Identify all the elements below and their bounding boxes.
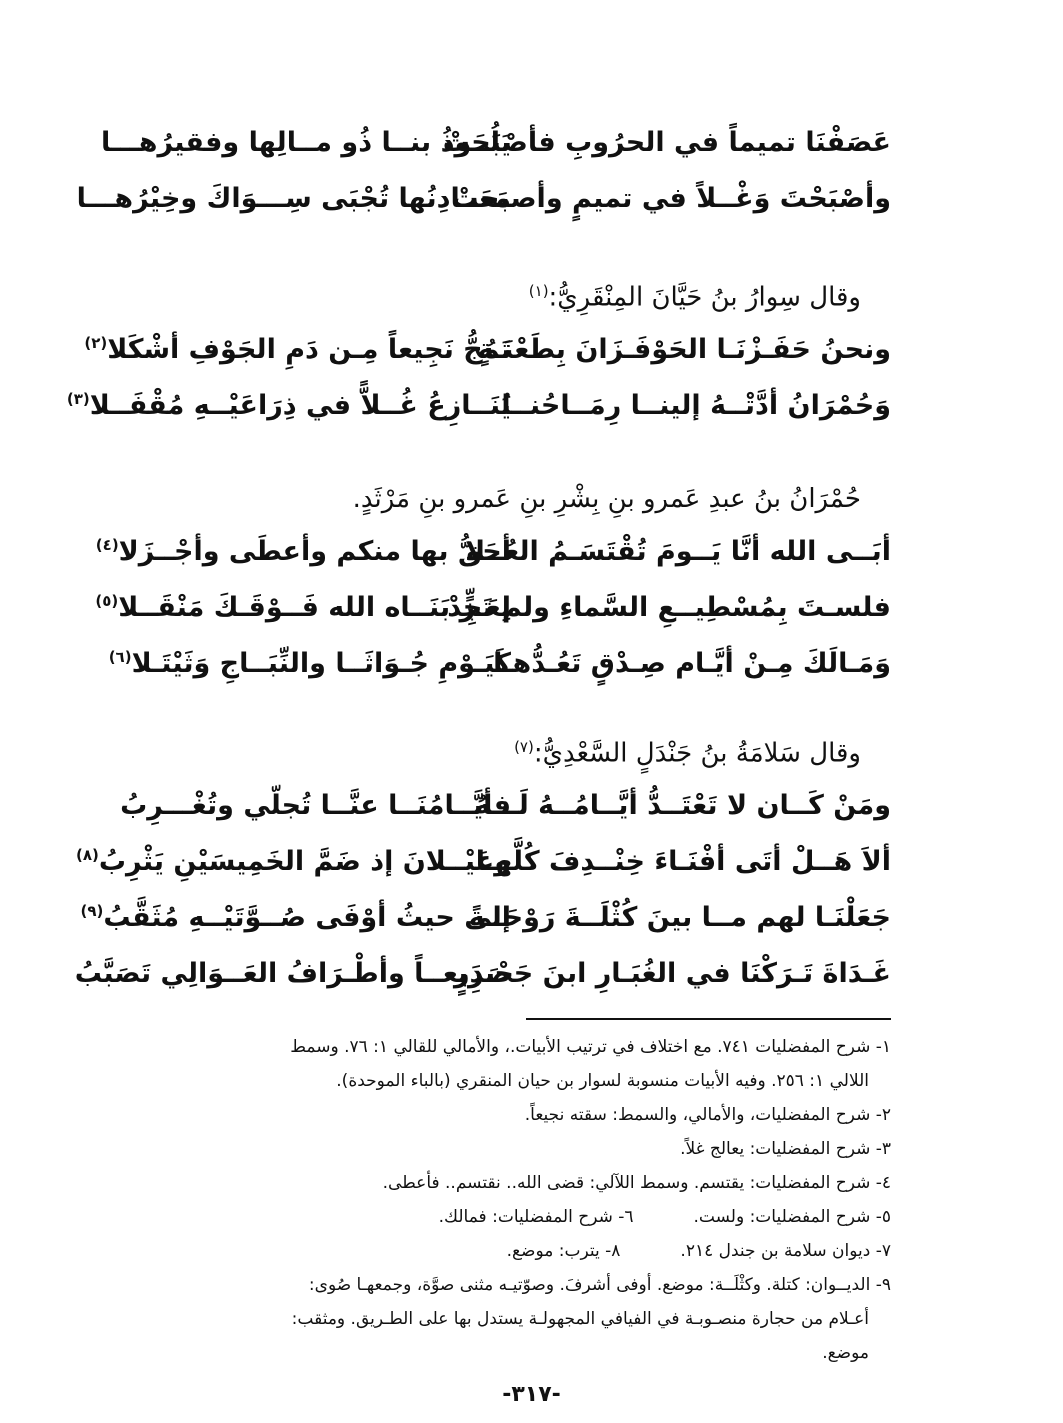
footnote-ref: (٣) xyxy=(66,390,90,408)
hemistich-first: غَـدَاةَ تَـرَكْنَا في الغُبَـارِ ابنَ جَحْـدَرٍ xyxy=(453,958,891,989)
footnote: ٥- شرح المفضليات: ولست. xyxy=(693,1207,891,1227)
hemistich-first: وأصْبَحْتَ وَغْــلاً في تميمٍ وأصبحتْ xyxy=(451,183,891,214)
poem-section-4 xyxy=(74,738,891,1014)
hemistich-second xyxy=(95,536,511,567)
footnote: ٢- شرح المفضليات، والأمالي، والسمط: سقته نجيعاً. xyxy=(524,1105,891,1125)
hemistich-first: ومَنْ كَــان لا تَعْتَــدُّ أيَّــامُــهُ لَـــهُ xyxy=(474,790,891,821)
verse xyxy=(100,127,891,183)
hemistich-second xyxy=(80,902,511,933)
hemistich-text: يُنَــازِعُ غُــلاًّ في ذِرَاعَيْــهِ مُقْفَــلا xyxy=(89,390,511,421)
verse xyxy=(120,790,891,846)
hemistich-second: صَرِيعــاً وأطْـرَافُ العَــوَالِي تَصَبَّبُ xyxy=(74,958,511,989)
poem-section-2 xyxy=(66,282,891,446)
footnote-pair xyxy=(171,1234,891,1268)
footnote-ref: (٩) xyxy=(80,902,104,920)
hemistich-first: وَحُمْرَانُ أدَّتْــهُ إلينــا رِمَــاحُنــا xyxy=(501,390,891,421)
poem-intro xyxy=(171,484,891,536)
footnote: ٤- شرح المفضليات: يقتسم. وسمط اللآلي: قضى الله.. نقتسم.. فأعطى. xyxy=(382,1173,891,1193)
intro-text: حُمْرَانُ بنُ عبدِ عَمرو بنِ بِشْرِ بنِ عَمرو بنِ مَرْثَدٍ. xyxy=(352,484,861,514)
intro-text: وقال سِوارُ بنُ حَيَّانَ المِنْقَرِيُّ: xyxy=(548,282,861,313)
footnote-continuation: اللالي ١: ٢٥٦. وفيه الأبيات منسوبة لسوار بن حيان المنقري (بالباء الموحدة). xyxy=(336,1071,869,1091)
verse xyxy=(74,958,891,1014)
poem-intro xyxy=(171,738,891,790)
verse xyxy=(66,390,891,446)
hemistich-text: كَيَـوْمِ جُـوَاثَــا والنِّبَــاجِ وَثَيْتَـلا xyxy=(131,648,511,679)
footnote-ref: (٥) xyxy=(95,592,119,610)
hemistich-first: وَمَـالَكَ مِـنْ أيَّـام صِـدْقٍ تَعُـدُّهـا xyxy=(493,648,891,679)
poem-intro xyxy=(171,282,891,334)
verse xyxy=(76,183,891,239)
hemistich-second xyxy=(76,846,511,877)
footnote-ref: (١) xyxy=(528,282,549,300)
footnote-continuation: أعـلام من حجارة منصـوبـة في الفيافي المجهولـة يستدل بها على الطـريق. ومثقب: xyxy=(291,1309,869,1329)
hemistich-first: جَعَلْنَـا لهم مــا بينَ كُثْلَــةَ رَوْحَــةً xyxy=(468,902,891,933)
footnote: ٨- يترب: موضع. xyxy=(506,1241,621,1261)
hemistich-second: فأيَّــامُنَــا عنَّــا تُجلّي وتُغْـــرِبُ xyxy=(120,790,511,821)
hemistich-text: لِعَـزٍّ بَنَــاه الله فَــوْقَـكَ مَنْقَــلا xyxy=(118,592,511,623)
footnote: ٩- الديــوان: كتلة. وكثْلَــة: موضع. أوفى أشرفَ. وصوّتيـه مثنى صوَّة، وجمعهـا صُوى: xyxy=(308,1275,891,1295)
verse xyxy=(80,902,891,958)
intro-text: وقال سَلامَةُ بنُ جَنْدَلٍ السَّعْدِيُّ: xyxy=(533,738,861,769)
verse xyxy=(95,536,891,592)
hemistich-text: أحَقُّ بها منكم وأعطَى وأجْــزَلا xyxy=(118,536,511,567)
hemistich-first: أبَــى الله أنَّا يَــومَ تُقْتَسَـمُ العُــلا xyxy=(465,536,891,567)
page-number: -٣١٧- xyxy=(502,1382,561,1407)
footnote: ٦- شرح المفضليات: فمالك. xyxy=(438,1207,634,1227)
footnote: ٣- شرح المفضليات: يعالج غلاً. xyxy=(680,1139,891,1159)
hemistich-text: تَمُجُّ نَجِيعاً مِـن دَمِ الجَوْفِ أشْكَلا xyxy=(107,334,511,365)
footnote-ref: (٤) xyxy=(95,536,119,554)
hemistich-second: يَلُــوذُ بنــا ذُو مــالِها وفقيرُهـــا xyxy=(100,127,511,158)
hemistich-text: إلى حيثُ أوْفَى صُــوَّتَيْــهِ مُثَقَّبُ xyxy=(103,902,511,933)
footnote-ref: (٧) xyxy=(514,738,534,756)
hemistich-first: ونحنُ حَفَـزْنَـا الحَوْفَـزَانَ بِطَعْنَـةٍ xyxy=(477,334,891,365)
footnote-ref: (٦) xyxy=(108,648,132,666)
poem-section-1 xyxy=(76,127,891,239)
footnote-ref: (٢) xyxy=(84,334,108,352)
hemistich-text: وعَيْــلانَ إذ ضَمَّ الخَمِيسَيْنِ يَثْرِبُ xyxy=(98,846,511,877)
footnote-ref: (٨) xyxy=(76,846,99,864)
verse xyxy=(95,592,891,648)
footnote-continuation: موضع. xyxy=(822,1343,869,1363)
verse xyxy=(76,846,891,902)
hemistich-second xyxy=(95,592,511,623)
hemistich-first: فلسـتَ بِمُسْطِيــعِ السَّماءِ ولم تَجِدْ xyxy=(447,592,891,623)
footnote: ٧- ديوان سلامة بن جندل ٢١٤. xyxy=(680,1241,891,1261)
hemistich-first: عَصَفْنَا تميماً في الحرُوبِ فأصْبَحَتْ xyxy=(442,127,891,158)
hemistich-first: ألاَ هَــلْ أتَى أفْنَـاءَ خِنْــدِفَ كُلَّهـا xyxy=(475,846,891,877)
footnote-separator xyxy=(526,1018,891,1020)
footnote: ١- شرح المفضليات ٧٤١. مع اختلاف في ترتيب الأبيات.، والأمالي للقالي ١: ٧٦. وسمط xyxy=(290,1037,891,1057)
footnote-pair xyxy=(171,1200,891,1234)
hemistich-second xyxy=(84,334,511,365)
footnotes xyxy=(171,1030,891,1370)
hemistich-second xyxy=(66,390,511,421)
hemistich-second: مَعَــادِنُها تُجْبَى سِـــوَاكَ وخِيْرُهـــا xyxy=(76,183,511,214)
verse xyxy=(84,334,891,390)
hemistich-second xyxy=(108,648,511,679)
verse xyxy=(108,648,891,704)
poem-section-3 xyxy=(95,484,891,704)
